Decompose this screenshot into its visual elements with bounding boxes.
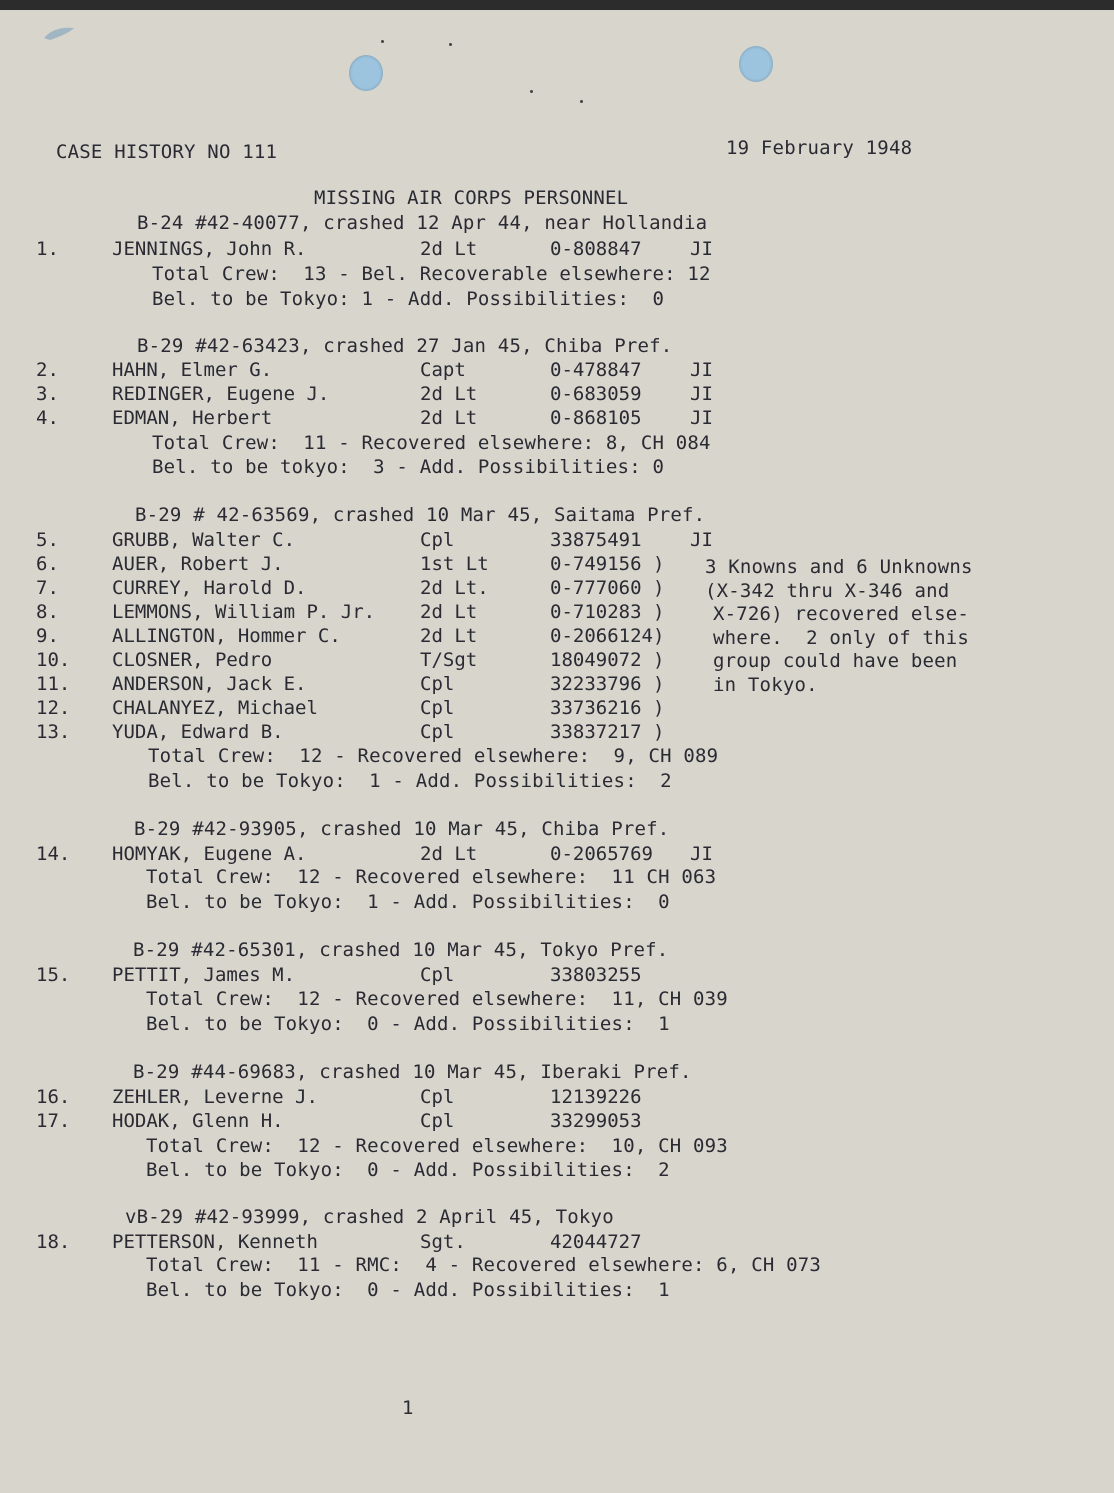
row-name: ANDERSON, Jack E. <box>112 673 307 695</box>
punch-hole-left <box>349 55 383 91</box>
row-no: 9. <box>36 625 59 647</box>
row-name: HODAK, Glenn H. <box>112 1110 284 1132</box>
document-title: MISSING AIR CORPS PERSONNEL <box>314 187 629 209</box>
tokyo-possibilities-line: Bel. to be Tokyo: 1 - Add. Possibilities: 2 <box>148 770 672 792</box>
row-serial: 0-2065769 <box>550 843 653 865</box>
total-crew-line: Total Crew: 11 - Recovered elsewhere: 8, CH 084 <box>152 432 711 454</box>
total-crew-line: Total Crew: 12 - Recovered elsewhere: 10, CH 093 <box>146 1135 728 1157</box>
row-rank: 2d Lt <box>420 238 478 260</box>
tokyo-possibilities-line: Bel. to be Tokyo: 0 - Add. Possibilities: 1 <box>146 1279 670 1301</box>
paper-speck <box>530 90 533 93</box>
personnel-row <box>0 1109 1114 1133</box>
row-name: AUER, Robert J. <box>112 553 284 575</box>
row-no: 10. <box>36 649 71 671</box>
row-name: ALLINGTON, Hommer C. <box>112 625 341 647</box>
row-no: 13. <box>36 721 71 743</box>
page-number: 1 <box>402 1397 414 1419</box>
row-serial: 0-749156 ) <box>550 553 665 575</box>
row-name: REDINGER, Eugene J. <box>112 383 330 405</box>
row-rank: 2d Lt <box>420 407 478 429</box>
group-note-line: 3 Knowns and 6 Unknowns <box>705 556 973 578</box>
row-rank: 2d Lt <box>420 383 478 405</box>
row-code: JI <box>690 843 713 865</box>
row-name: HAHN, Elmer G. <box>112 359 273 381</box>
total-crew-line: Total Crew: 12 - Recovered elsewhere: 11, CH 039 <box>146 988 728 1010</box>
aircraft-heading: B-24 #42-40077, crashed 12 Apr 44, near Hollandia <box>137 212 708 234</box>
aircraft-heading: B-29 #44-69683, crashed 10 Mar 45, Iberaki Pref. <box>133 1061 692 1083</box>
personnel-row <box>0 672 1114 696</box>
row-rank: Cpl <box>420 721 455 743</box>
row-serial: 0-2066124) <box>550 625 665 647</box>
tokyo-possibilities-line: Bel. to be tokyo: 3 - Add. Possibilities: 0 <box>152 456 665 478</box>
group-note-line: X-726) recovered else- <box>713 603 970 625</box>
row-name: PETTERSON, Kenneth <box>112 1231 318 1253</box>
row-serial: 0-808847 <box>550 238 642 260</box>
paper-speck <box>381 40 384 43</box>
row-serial: 33837217 ) <box>550 721 665 743</box>
personnel-row <box>0 720 1114 744</box>
row-no: 14. <box>36 843 71 865</box>
total-crew-line: Total Crew: 13 - Bel. Recoverable elsewhere: 12 <box>152 263 711 285</box>
personnel-row <box>0 237 1114 261</box>
row-name: PETTIT, James M. <box>112 964 296 986</box>
row-serial: 0-777060 ) <box>550 577 665 599</box>
row-no: 1. <box>36 238 59 260</box>
row-no: 3. <box>36 383 59 405</box>
row-serial: 12139226 <box>550 1086 642 1108</box>
tokyo-possibilities-line: Bel. to be Tokyo: 1 - Add. Possibilities: 0 <box>146 891 670 913</box>
row-serial: 32233796 ) <box>550 673 665 695</box>
row-serial: 0-683059 <box>550 383 642 405</box>
case-number: CASE HISTORY NO 111 <box>56 141 278 163</box>
row-serial: 33299053 <box>550 1110 642 1132</box>
paper-speck <box>449 43 452 46</box>
tokyo-possibilities-line: Bel. to be Tokyo: 0 - Add. Possibilities: 2 <box>146 1159 670 1181</box>
row-name: HOMYAK, Eugene A. <box>112 843 307 865</box>
row-rank: 2d Lt <box>420 843 478 865</box>
row-rank: 1st Lt <box>420 553 489 575</box>
row-name: ZEHLER, Leverne J. <box>112 1086 318 1108</box>
row-name: GRUBB, Walter C. <box>112 529 296 551</box>
total-crew-line: Total Crew: 11 - RMC: 4 - Recovered elsewhere: 6, CH 073 <box>146 1254 822 1276</box>
aircraft-heading: B-29 #42-63423, crashed 27 Jan 45, Chiba Pref. <box>137 335 673 357</box>
row-no: 6. <box>36 553 59 575</box>
group-note-line: where. 2 only of this <box>713 626 970 649</box>
row-code: JI <box>690 238 713 260</box>
row-rank: 2d Lt <box>420 601 478 623</box>
aircraft-heading: B-29 # 42-63569, crashed 10 Mar 45, Saitama Pref. <box>135 504 706 526</box>
row-name: JENNINGS, John R. <box>112 238 307 260</box>
row-code: JI <box>690 407 713 429</box>
row-no: 12. <box>36 697 71 719</box>
paper-smudge <box>40 22 80 42</box>
aircraft-heading: vB-29 #42-93999, crashed 2 April 45, Tokyo <box>125 1206 614 1228</box>
row-rank: Cpl <box>420 529 455 551</box>
tokyo-possibilities-line: Bel. to be Tokyo: 1 - Add. Possibilities: 0 <box>152 288 665 310</box>
row-serial: 33875491 <box>550 529 642 551</box>
row-serial: 33736216 ) <box>550 697 665 719</box>
row-name: CURREY, Harold D. <box>112 577 307 599</box>
group-note-line: group could have been <box>713 650 958 672</box>
row-rank: 2d Lt. <box>420 577 489 599</box>
row-rank: Cpl <box>420 964 455 986</box>
row-rank: Capt <box>420 359 466 381</box>
aircraft-heading: B-29 #42-93905, crashed 10 Mar 45, Chiba Pref. <box>134 818 670 840</box>
row-no: 15. <box>36 964 71 986</box>
row-serial: 0-478847 <box>550 359 642 381</box>
row-name: CLOSNER, Pedro <box>112 649 273 671</box>
aircraft-heading: B-29 #42-65301, crashed 10 Mar 45, Tokyo Pref. <box>133 939 669 961</box>
group-note-line: (X-342 thru X-346 and <box>705 579 950 602</box>
row-code: JI <box>690 359 713 381</box>
row-name: LEMMONS, William P. Jr. <box>112 601 376 623</box>
row-rank: 2d Lt <box>420 625 478 647</box>
row-no: 7. <box>36 577 59 599</box>
group-note-line: in Tokyo. <box>713 673 818 696</box>
paper-speck <box>580 100 583 103</box>
punch-hole-right <box>739 46 773 82</box>
row-no: 4. <box>36 407 59 429</box>
row-name: CHALANYEZ, Michael <box>112 697 318 719</box>
row-serial: 0-868105 <box>550 407 642 429</box>
row-no: 17. <box>36 1110 71 1132</box>
scan-top-edge <box>0 0 1114 10</box>
personnel-row <box>0 382 1114 406</box>
row-no: 16. <box>36 1086 71 1108</box>
personnel-row <box>0 963 1114 987</box>
row-serial: 0-710283 ) <box>550 601 665 623</box>
personnel-row <box>0 406 1114 430</box>
personnel-row <box>0 696 1114 720</box>
row-rank: Sgt. <box>420 1231 466 1253</box>
row-no: 18. <box>36 1231 71 1253</box>
row-rank: Cpl <box>420 1086 455 1108</box>
row-no: 2. <box>36 359 59 381</box>
personnel-row <box>0 842 1114 866</box>
row-code: JI <box>690 529 713 551</box>
personnel-row <box>0 1230 1114 1254</box>
row-no: 5. <box>36 529 59 551</box>
personnel-row <box>0 1085 1114 1109</box>
row-name: EDMAN, Herbert <box>112 407 273 429</box>
personnel-row <box>0 358 1114 382</box>
total-crew-line: Total Crew: 12 - Recovered elsewhere: 9, CH 089 <box>148 745 719 767</box>
row-serial: 42044727 <box>550 1231 642 1253</box>
total-crew-line: Total Crew: 12 - Recovered elsewhere: 11 CH 063 <box>146 866 717 888</box>
row-serial: 33803255 <box>550 964 642 986</box>
row-no: 8. <box>36 601 59 623</box>
row-code: JI <box>690 383 713 405</box>
document-date: 19 February 1948 <box>726 137 913 159</box>
row-rank: Cpl <box>420 697 455 719</box>
row-rank: T/Sgt <box>420 649 478 671</box>
row-no: 11. <box>36 673 71 695</box>
personnel-row <box>0 528 1114 552</box>
row-rank: Cpl <box>420 673 455 695</box>
row-serial: 18049072 ) <box>550 649 665 671</box>
tokyo-possibilities-line: Bel. to be Tokyo: 0 - Add. Possibilities: 1 <box>146 1013 670 1035</box>
row-name: YUDA, Edward B. <box>112 721 284 743</box>
row-rank: Cpl <box>420 1110 455 1132</box>
